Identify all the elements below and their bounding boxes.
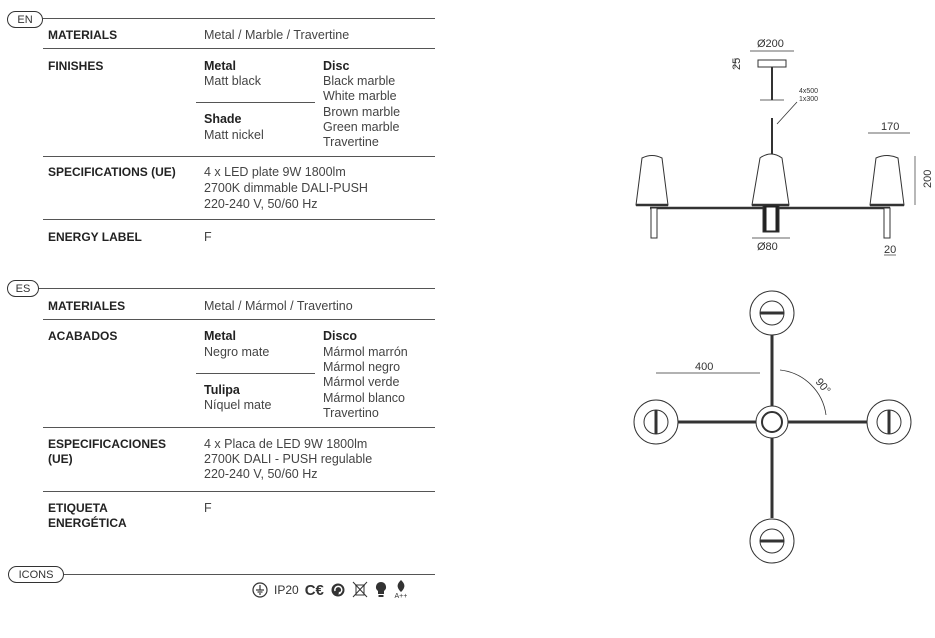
etiqueta-label: ETIQUETA (48, 501, 108, 515)
finishes-label: FINISHES (48, 59, 104, 73)
etiqueta-label-2: ENERGÉTICA (48, 516, 127, 530)
disc-title-es: Disco (323, 329, 358, 343)
spec-value: 4 x LED plate 9W 1800lm (204, 165, 346, 179)
acabados-label: ACABADOS (48, 329, 118, 343)
divider (43, 319, 435, 320)
disc-value-es: Mármol blanco (323, 391, 405, 405)
divider (43, 18, 435, 19)
energy-class-icon (394, 580, 408, 600)
arm-end-left (651, 208, 657, 238)
crossed-bin-icon (352, 581, 368, 599)
recycle-icon (330, 582, 346, 598)
spec-value: 220-240 V, 50/60 Hz (204, 197, 318, 211)
ground-symbol-icon (252, 582, 268, 598)
disc-value-es: Mármol marrón (323, 345, 408, 359)
arm-end-dim: 20 (884, 244, 897, 256)
especificaciones-label-2: (UE) (48, 452, 73, 466)
certification-icons (252, 580, 408, 600)
angle-label: 90° (812, 376, 833, 397)
section-tag-en: EN (7, 11, 43, 28)
metal-value-es: Negro mate (204, 345, 270, 359)
shade-width: 170 (881, 121, 900, 133)
metal-title-es: Metal (204, 329, 236, 343)
divider (43, 491, 435, 492)
materiales-value: Metal / Mármol / Travertino (204, 299, 353, 313)
canopy-height: 25 (731, 57, 743, 70)
canopy-diameter: Ø200 (757, 38, 784, 50)
energy-value: F (204, 230, 212, 244)
materials-value: Metal / Marble / Travertine (204, 28, 350, 42)
plan-view (634, 291, 911, 563)
disc-value-es: Travertino (323, 406, 379, 420)
divider (43, 156, 435, 157)
technical-drawing (600, 30, 935, 570)
divider (43, 219, 435, 220)
disc-title: Disc (323, 59, 350, 73)
center-hub (756, 406, 788, 438)
disc-value: Travertine (323, 135, 379, 149)
energy-class-label: A++ (394, 593, 408, 600)
canopy (758, 60, 786, 67)
divider (43, 427, 435, 428)
metal-value: Matt black (204, 74, 261, 88)
shade-title: Shade (204, 112, 242, 126)
metal-title: Metal (204, 59, 236, 73)
spec-value-es: 4 x Placa de LED 9W 1800lm (204, 437, 368, 451)
spec-value: 2700K dimmable DALI-PUSH (204, 181, 368, 195)
spec-value-es: 2700K DALI - PUSH regulable (204, 452, 373, 466)
led-bulb-icon (374, 581, 388, 599)
materiales-label: MATERIALES (48, 299, 126, 313)
divider (196, 102, 315, 103)
shade-right (870, 156, 904, 206)
elevation-view (636, 57, 904, 238)
energy-label: ENERGY LABEL (48, 230, 142, 244)
shade-value-es: Níquel mate (204, 398, 272, 412)
disc-value: Green marble (323, 120, 400, 134)
disc-value-es: Mármol negro (323, 360, 401, 374)
shade-height: 200 (922, 169, 934, 188)
cable-spec: 4x500 (799, 88, 819, 95)
section-tag-es: ES (7, 280, 39, 297)
disc-value: Brown marble (323, 105, 401, 119)
spec-value-es: 220-240 V, 50/60 Hz (204, 467, 318, 481)
disc-value: White marble (323, 89, 397, 103)
divider (43, 48, 435, 49)
arm-end-right (884, 208, 890, 238)
disc-value-es: Mármol verde (323, 375, 400, 389)
shade-title-es: Tulipa (204, 383, 240, 397)
ip-rating: IP20 (274, 583, 299, 597)
divider (64, 574, 435, 575)
shade-value: Matt nickel (204, 128, 264, 142)
angle-arc (780, 370, 826, 415)
divider (39, 288, 435, 289)
section-tag-icons: ICONS (8, 566, 64, 583)
cable-spec: 1x300 (799, 96, 819, 103)
ce-mark: C€ (304, 581, 324, 599)
energy-value-es: F (204, 501, 212, 515)
shade-left (636, 156, 668, 206)
materials-label: MATERIALS (48, 28, 118, 42)
especificaciones-label: ESPECIFICACIONES (48, 437, 167, 451)
spec-label: SPECIFICATIONS (UE) (48, 165, 176, 179)
disc-value: Black marble (323, 74, 396, 88)
disc-diameter: Ø80 (757, 241, 778, 253)
arm-length: 400 (695, 361, 714, 373)
shade-center (752, 154, 789, 205)
divider (196, 373, 315, 374)
